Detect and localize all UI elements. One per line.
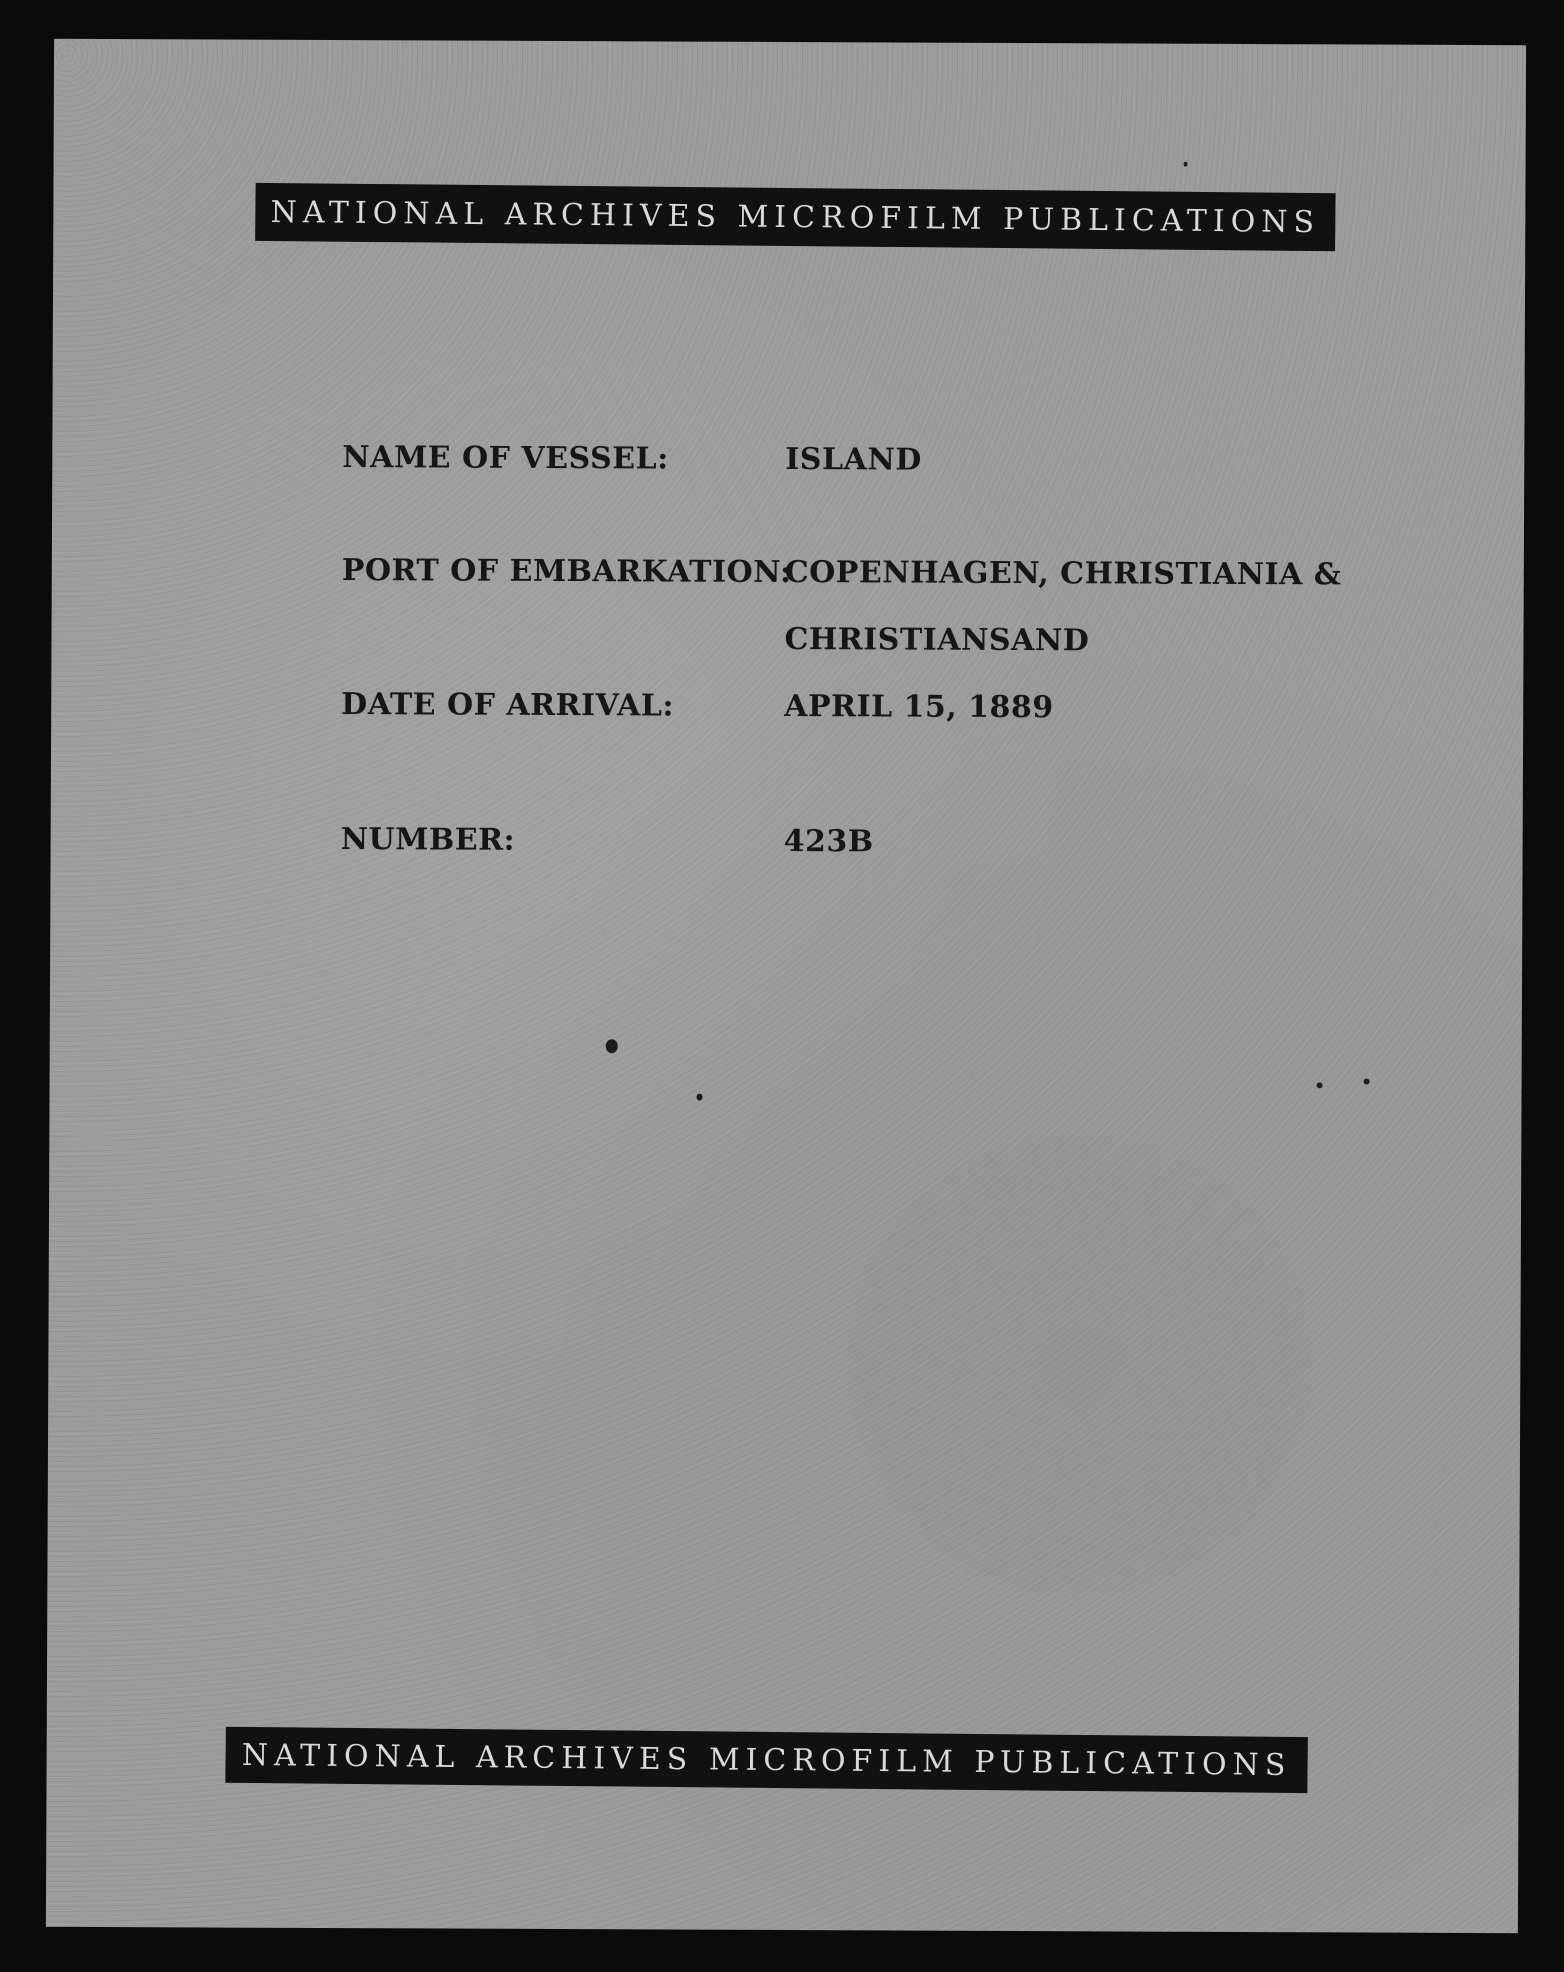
- port-value-line2: CHRISTIANSAND: [784, 621, 1090, 659]
- port-label: PORT OF EMBARKATION:: [341, 553, 792, 591]
- film-speck: [606, 1039, 618, 1053]
- footer-banner: NATIONAL ARCHIVES MICROFILM PUBLICATIONS: [225, 1727, 1307, 1793]
- number-label: NUMBER:: [340, 822, 516, 858]
- film-speck: [1184, 162, 1188, 167]
- vessel-label: NAME OF VESSEL:: [342, 440, 669, 477]
- vessel-value: ISLAND: [785, 441, 922, 478]
- number-value: 423B: [783, 823, 874, 860]
- film-speck: [1364, 1079, 1370, 1085]
- film-speck: [696, 1094, 702, 1101]
- date-label: DATE OF ARRIVAL:: [341, 687, 675, 724]
- microfilm-target-sheet: [46, 39, 1526, 1933]
- port-value-line1: COPENHAGEN, CHRISTIANIA &: [784, 554, 1342, 593]
- header-banner: NATIONAL ARCHIVES MICROFILM PUBLICATIONS: [255, 183, 1336, 251]
- film-speck: [1317, 1082, 1323, 1088]
- date-value: APRIL 15, 1889: [784, 688, 1054, 726]
